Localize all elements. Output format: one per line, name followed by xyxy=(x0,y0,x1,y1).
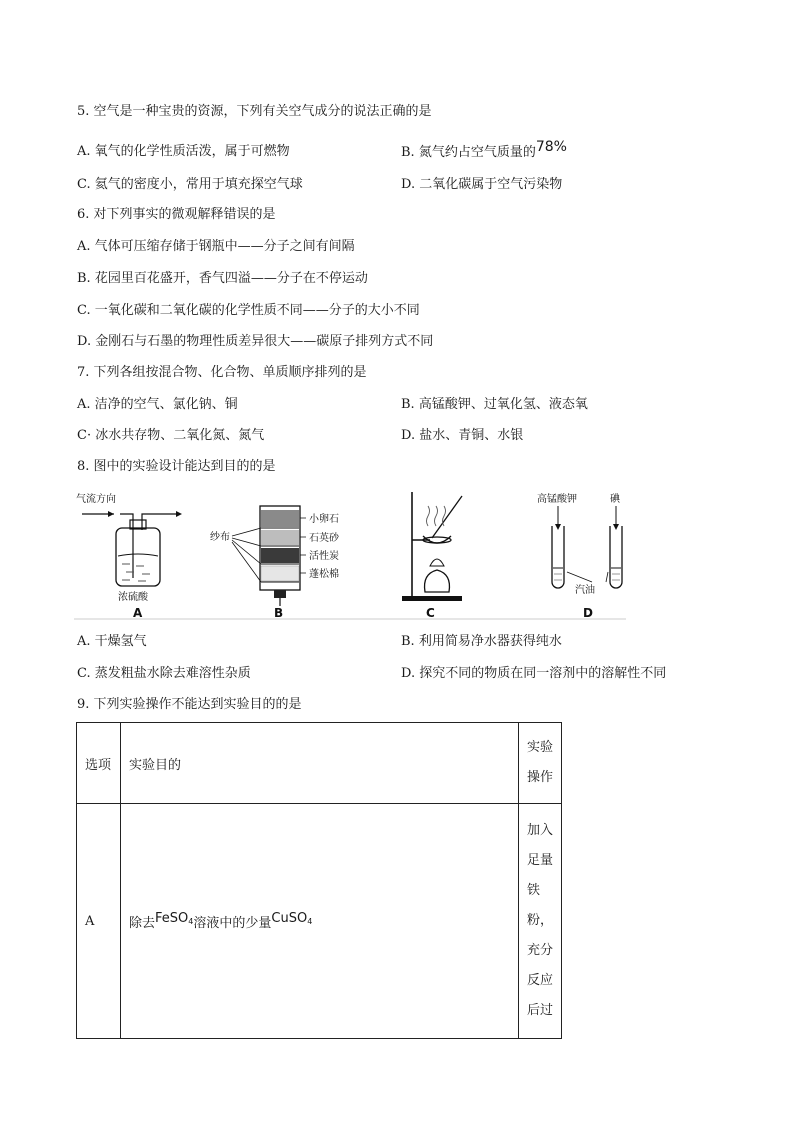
q9-stem: 9. 下列实验操作不能达到实验目的的是 xyxy=(77,697,302,712)
experiment-diagrams xyxy=(70,486,630,622)
q8-option-b: B. 利用简易净水器获得纯水 xyxy=(401,634,562,649)
figure-letter-b: B xyxy=(274,606,284,620)
alcohol-lamp xyxy=(425,570,450,592)
layer-pebbles xyxy=(261,510,299,527)
layer-label-carbon: 活性炭 xyxy=(309,551,339,562)
gauze-pointer-lines xyxy=(232,528,261,582)
q8-experiment-figure xyxy=(70,486,630,622)
apparatus-d-test-tubes xyxy=(537,492,622,620)
q7-option-a: A. 洁净的空气、氯化钠、铜 xyxy=(77,397,238,412)
q8-option-c: C. 蒸发粗盐水除去难溶性杂质 xyxy=(77,666,251,681)
layer-activated-carbon xyxy=(261,548,299,563)
row-a-purpose xyxy=(121,804,519,1039)
figure-letter-c: C xyxy=(426,606,435,620)
apparatus-c-evaporation xyxy=(402,492,462,620)
q5-option-d: D. 二氧化碳属于空气污染物 xyxy=(401,177,563,192)
solvent-pointer-left xyxy=(567,572,592,582)
airflow-arrow-head-out xyxy=(176,511,182,517)
airflow-arrow-head-in xyxy=(108,511,114,517)
q7-option-c: C· 冰水共存物、二氧化氮、氮气 xyxy=(77,428,265,443)
wash-bottle-body xyxy=(116,528,160,586)
airflow-label: 气流方向 xyxy=(76,494,116,505)
formula-cuso4 xyxy=(271,911,312,926)
layer-cotton xyxy=(261,566,299,581)
wash-bottle-long-tube xyxy=(120,514,133,578)
formula-cuso4-sub: 4 xyxy=(307,916,313,926)
q7-option-d: D. 盐水、青铜、水银 xyxy=(401,428,524,443)
glass-rod xyxy=(432,496,462,538)
formula-feso4-base: FeSO xyxy=(155,910,189,926)
right-solute-label: 碘 xyxy=(610,494,620,505)
header-option: 选项 xyxy=(77,723,121,804)
right-arrow-head xyxy=(613,524,619,530)
solvent-label: 汽油 xyxy=(575,585,595,596)
layer-label-pebbles: 小卵石 xyxy=(309,514,339,525)
gauze-label: 纱布 xyxy=(210,532,230,543)
q5-option-b-text: B. 氮气约占空气质量的 xyxy=(401,145,536,160)
q5-stem: 5. 空气是一种宝贵的资源，下列有关空气成分的说法正确的是 xyxy=(77,104,432,119)
q7-option-b: B. 高锰酸钾、过氧化氢、液态氧 xyxy=(401,397,588,412)
q8-option-d: D. 探究不同的物质在同一溶剂中的溶解性不同 xyxy=(401,666,667,681)
row-a-option: A xyxy=(77,804,121,1039)
table-row xyxy=(77,804,562,1039)
layer-label-quartz: 石英砂 xyxy=(309,533,339,544)
layer-quartz-sand xyxy=(261,530,299,545)
steam xyxy=(427,506,446,526)
left-test-tube xyxy=(552,526,564,588)
apparatus-a-wash-bottle xyxy=(76,492,182,620)
formula-feso4-sub: 4 xyxy=(188,916,194,926)
q6-option-c: C. 一氧化碳和二氧化碳的化学性质不同——分子的大小不同 xyxy=(77,303,420,318)
purpose-prefix: 除去 xyxy=(129,915,156,931)
acid-texture xyxy=(122,564,150,581)
purifier-outlet xyxy=(274,590,286,598)
layer-pointer-lines xyxy=(300,518,306,573)
q8-stem: 8. 图中的实验设计能达到目的的是 xyxy=(77,459,276,474)
row-a-operation: 加入足量铁粉，充分反应后过 xyxy=(519,804,562,1039)
iron-stand-base xyxy=(402,596,462,601)
header-operation: 实验操作 xyxy=(519,723,562,804)
flame xyxy=(430,559,444,566)
left-arrow-head xyxy=(555,524,561,530)
right-test-tube xyxy=(610,526,622,588)
layer-label-cotton: 蓬松棉 xyxy=(309,569,339,580)
q8-option-a: A. 干燥氢气 xyxy=(77,634,147,649)
figure-letter-a: A xyxy=(133,606,143,620)
header-purpose: 实验目的 xyxy=(121,723,519,804)
solvent-pointer-right xyxy=(606,572,608,582)
q9-experiment-table xyxy=(76,722,562,1039)
q6-stem: 6. 对下列事实的微观解释错误的是 xyxy=(77,207,276,222)
left-solute-label: 高锰酸钾 xyxy=(537,494,577,505)
formula-feso4 xyxy=(155,911,193,926)
figure-letter-d: D xyxy=(583,606,593,620)
q5-option-a: A. 氧气的化学性质活泼，属于可燃物 xyxy=(77,144,290,159)
q5-option-c: C. 氦气的密度小，常用于填充探空气球 xyxy=(77,177,303,192)
q6-option-d: D. 金刚石与石墨的物理性质差异很大——碳原子排列方式不同 xyxy=(77,334,434,349)
q7-stem: 7. 下列各组按混合物、化合物、单质顺序排列的是 xyxy=(77,365,367,380)
q6-option-a: A. 气体可压缩存储于钢瓶中——分子之间有间隔 xyxy=(77,239,355,254)
formula-cuso4-base: CuSO xyxy=(271,910,308,926)
q6-option-b: B. 花园里百花盛开，香气四溢——分子在不停运动 xyxy=(77,271,368,286)
q5-option-b xyxy=(401,139,567,162)
acid-surface xyxy=(118,554,158,556)
apparatus-b-water-purifier xyxy=(210,506,340,620)
reagent-label: 浓硫酸 xyxy=(118,592,148,603)
purpose-middle: 溶液中的少量 xyxy=(193,915,272,931)
q5-option-b-value: 78% xyxy=(535,139,567,155)
table-header-row xyxy=(77,723,562,804)
